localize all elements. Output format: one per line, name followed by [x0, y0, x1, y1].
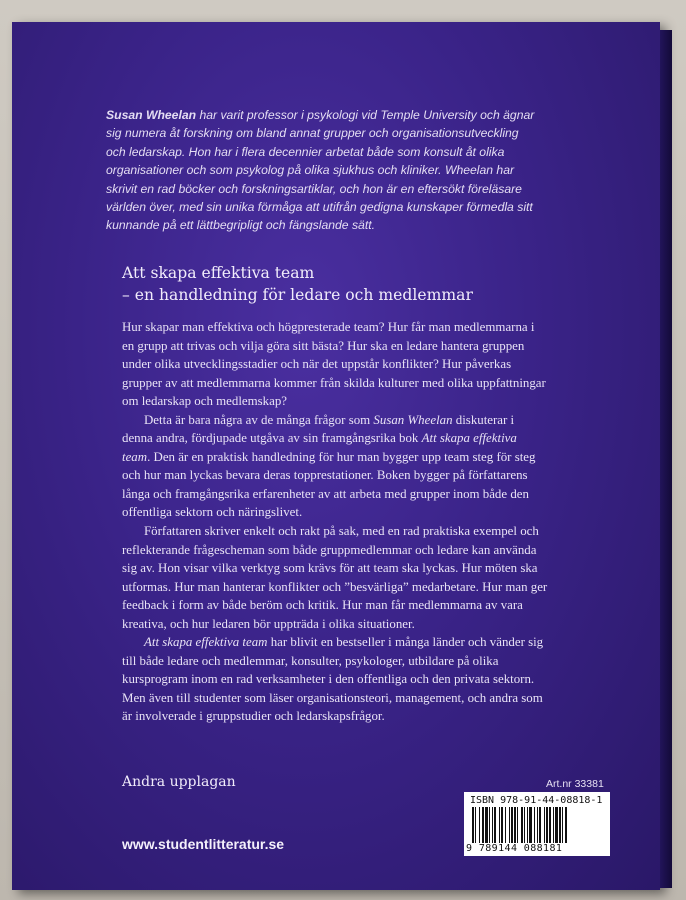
book-title: Att skapa effektiva team [122, 264, 315, 282]
publisher-url: www.studentlitteratur.se [122, 836, 285, 852]
book-description [122, 318, 548, 726]
book-heading [122, 262, 582, 306]
article-number: Art.nr 33381 [546, 778, 604, 790]
author-bio-text: har varit professor i psykologi vid Temple University och ägnar sig numera åt forskning om bland annat grupper och organisationsutveckling och ledarskap. Hon har i flera decennier arbetat både som konsult åt olika organisationer och som psykolog på olika sjukhus och kliniker. Wheelan har skrivit en rad böcker och forskningsartiklar, och hon är en eftersökt föreläsare världen över, med sin unika förmåga att utifrån gedigna kunskaper förmedla sitt kunnande på ett lättbegripligt och fängslande sätt. [106, 108, 535, 233]
barcode-digits: 9 789144 088181 [466, 843, 563, 854]
author-name-italic: Susan Wheelan [373, 412, 453, 427]
isbn-text: ISBN 978-91-44-08818-1 [470, 795, 603, 806]
paragraph-text: . Den är en praktisk handledning för hur man bygger upp team steg för steg och hur man lyckas bevara deras topprestationer. Boken bygger på författarens långa och framgångsrika erfarenheter av att arbeta med grupper inom både den offentliga sektorn och näringslivet. [122, 449, 536, 520]
description-paragraph-1: Hur skapar man effektiva och högpresterade team? Hur får man medlemmarna i en grupp att trivas och vilja göra sitt bästa? Hur ska en ledare hantera gruppen under olika utvecklingsstadier och när det uppstår konflikter? Hur påverkas grupper av att medlemmarna kommer från skilda kulturer med olika uppfattningar om ledarskap och medlemskap? [122, 320, 546, 409]
description-paragraph-2 [122, 411, 548, 522]
edition-label: Andra upplagan [122, 774, 236, 790]
book-title-italic: Att skapa effektiva team [144, 635, 268, 650]
author-bio [106, 106, 540, 235]
book-subtitle: – en handledning för ledare och medlemmar [122, 286, 473, 304]
paragraph-text: diskuterar i denna andra, fördjupade utgåva av sin framgångsrika bok [122, 412, 515, 446]
book-spine-edge [660, 30, 672, 888]
description-paragraph-4 [122, 633, 548, 726]
author-name: Susan Wheelan [106, 108, 197, 122]
description-paragraph-3: Författaren skriver enkelt och rakt på sak, med en rad praktiska exempel och reflekterande frågescheman som både gruppmedlemmar och ledare kan använda sig av. Hon visar vilka verktyg som krävs för att team ska lyckas. Hur möten ska utformas. Hur man hanterar konflikter och ”besvärliga” medarbetare. Hur man ger feedback i form av både beröm och kritik. Hur man får medlemmarna av vara kreativa, och hur ledaren bör uppträda i olika situationer. [122, 524, 548, 631]
paragraph-text: Detta är bara några av de många frågor som [144, 412, 374, 427]
book-title-italic: Att skapa effektiva team [122, 431, 517, 464]
barcode-icon [472, 807, 606, 843]
paragraph-text: har blivit en bestseller i många länder och vänder sig till både ledare och medlemmar, konsulter, psykologer, utbildare på olika kursprogram inom en rad verksamheter i den offentliga och den privata sektorn. Men även till studenter som läser organisationsteori, management, och andra som är involverade i gruppstudier och ledarskapsfrågor. [122, 635, 544, 724]
